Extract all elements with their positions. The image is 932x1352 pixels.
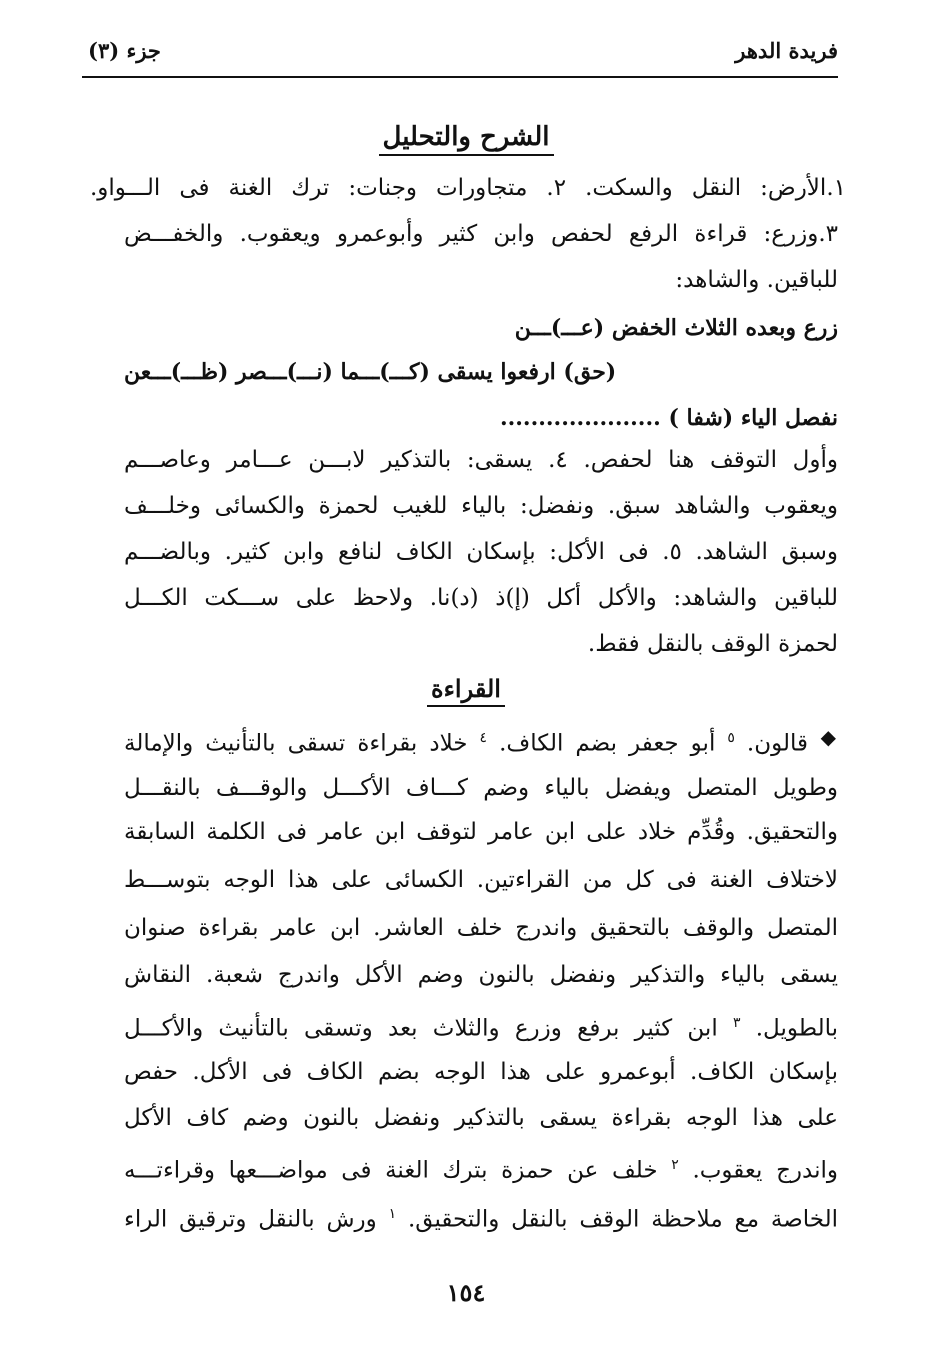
text-line: والتحقيق. وقُدِّم خلاد على ابن عامر لتوقف ابن عامر فى الكلمة السابقة	[124, 819, 838, 845]
footnote-marker: ٣	[732, 1015, 741, 1031]
qiraa-seg: قالون.	[746, 730, 808, 757]
qiraa-seg: أبو جعفر بضم الكاف.	[499, 730, 716, 757]
qiraa-title	[0, 674, 932, 707]
qiraa-seg: واندرج يعقوب.	[692, 1157, 839, 1184]
diamond-bullet-icon: ◆	[820, 725, 836, 749]
qiraa-seg: ورش بالنقل وترقيق الراء	[124, 1206, 377, 1233]
text-line: وأول التوقف هنا لحفص. ٤. يسقى: بالتذكير لابـــن عـــامر وعاصـــم	[124, 447, 838, 473]
volume-label: جزء (٣)	[88, 38, 161, 63]
header-rule	[82, 76, 838, 78]
qiraa-seg: خلاد بقراءة تسقى بالتأنيث والإمالة	[124, 730, 468, 757]
text-line: ١.الأرض: النقل والسكت. ٢. متجاورات وجنات: ترك الغنة فى الـــواو.	[90, 175, 846, 201]
text-line: وسبق الشاهد. ٥. فى الأكل: بإسكان الكاف لنافع وابن كثير. وبالضـــم	[124, 539, 838, 565]
text-line: المتصل والوقف بالتحقيق واندرج خلف العاشر. ابن عامر بقراءة صنوان	[124, 915, 838, 941]
qiraa-seg: ابن كثير برفع وزرع والثلاث بعد وتسقى بالتأنيث والأكـــل	[124, 1015, 718, 1042]
page-number: ١٥٤	[446, 1278, 486, 1307]
text-line: يسقى بالياء والتذكير ونفضل بالنون وضم الأكل واندرج شعبة. النقاش	[124, 962, 838, 988]
text-line: للباقين. والشاهد:	[675, 267, 838, 293]
poem-line: زرع وبعده الثلاث الخفض (عـــ)ـــن	[514, 315, 838, 341]
footnote-marker: ٤	[479, 730, 488, 746]
footnote-marker: ١	[388, 1206, 397, 1222]
text-line: بإسكان الكاف. أبوعمرو على هذا الوجه بضم الكاف فى الأكل. حفص	[124, 1059, 838, 1085]
footnote-marker: ٢	[671, 1157, 679, 1173]
text-line: لحمزة الوقف بالنقل فقط.	[587, 631, 838, 657]
text-line: لاختلاف الغنة فى كل من القراءتين. الكسائى على هذا الوجه بتوســـط	[124, 867, 838, 893]
qiraa-title-text: القراءة	[427, 674, 505, 707]
qiraa-seg: بالطويل.	[755, 1015, 839, 1042]
text-line: ٣.وزرع: قراءة الرفع لحفص وابن كثير وأبوعمرو ويعقوب. والخفـــض	[124, 221, 838, 247]
footnote-marker: ٥	[727, 730, 735, 746]
poem-line: نفصل الياء (شفا ) .....................	[499, 405, 838, 431]
qiraa-seg: خلف عن حمزة بترك الغنة فى مواضـــعها وقراءتـــه	[124, 1157, 658, 1184]
qiraa-seg: الخاصة مع ملاحظة الوقف بالنقل والتحقيق.	[407, 1206, 839, 1233]
text-line	[124, 1145, 838, 1191]
text-line	[124, 718, 808, 764]
poem-line: (حق) ارفعوا يسقى (كـــ)ـــما (نـــ)ـــصر (ظـــ)ـــعن	[124, 359, 617, 385]
book-title: فريدة الدهر	[735, 38, 838, 63]
text-line: وطويل المتصل ويفضل بالياء وضم كـــاف الأكـــل والوقـــف بالنقـــل	[124, 775, 838, 801]
text-line: ويعقوب والشاهد سبق. ونفضل: بالياء للغيب لحمزة والكسائى وخلـــف	[124, 493, 838, 519]
text-line	[124, 1003, 838, 1049]
text-line	[124, 1194, 838, 1240]
text-line: للباقين والشاهد: والأكل أكل (إ)ذ (د)نا. ولاحظ على ســـكت الكـــل	[124, 585, 838, 611]
running-head	[80, 38, 838, 72]
sharh-title	[0, 122, 932, 156]
sharh-title-text: الشرح والتحليل	[379, 122, 554, 156]
text-line: على هذا الوجه بقراءة يسقى بالتذكير ونفضل بالنون وضم كاف الأكل	[124, 1105, 838, 1131]
